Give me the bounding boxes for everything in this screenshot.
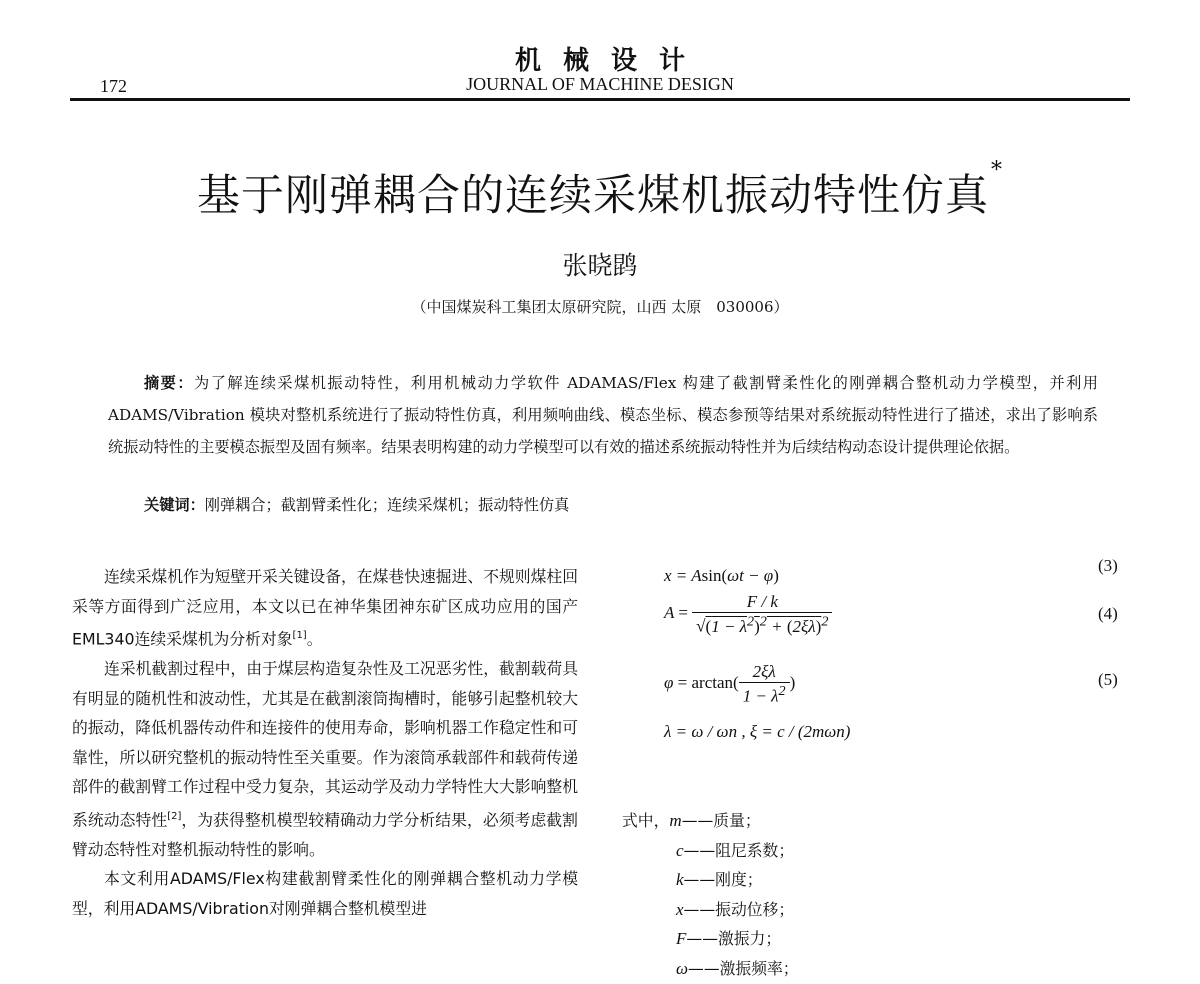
citation-ref: [1] (292, 630, 307, 642)
equation-5: φ = arctan( $\frac{2\xi\lambda}{1 - \lambda^2}$ ) (664, 662, 796, 706)
variable-list (622, 806, 799, 984)
variable-desc: ——激振力； (686, 929, 782, 949)
keywords-label: 关键词： (144, 496, 205, 514)
variable-desc: ——刚度； (683, 870, 763, 890)
page-number: 172 (100, 76, 127, 96)
title-footnote-mark: * (991, 158, 1003, 183)
variable-desc: ——质量； (681, 811, 761, 830)
article-title (0, 158, 1200, 223)
variable-desc: ——振动位移； (683, 899, 795, 919)
variable-symbol: x (676, 899, 684, 919)
equation-5-number: (5) (1098, 670, 1118, 689)
article-title-text: 基于刚弹耦合的连续采煤机振动特性仿真 (197, 171, 989, 221)
body-left-column (72, 562, 578, 924)
equation-3: x = Asin(ωt − φ) (664, 566, 779, 585)
keywords (144, 494, 569, 515)
citation-ref: [2] (167, 811, 182, 823)
p1-end: 。 (306, 629, 323, 649)
p1-text: 连续采煤机作为短壁开采关键设备，在煤巷快速掘进、不规则煤柱回采等方面得到广泛应用，本文以已在神华集团神东矿区成功应用的国产EML340连续采煤机为分析对象 (72, 567, 578, 649)
variable-desc: ——激振频率； (688, 958, 799, 978)
variables-intro: 式中， (622, 811, 670, 830)
variable-row (622, 865, 799, 895)
p3-text: 本文利用ADAMS/Flex构建截割臂柔性化的刚弹耦合整机动力学模型，利用ADAMS/Vibration对刚弹耦合整机模型进 (72, 869, 578, 919)
abstract-label: 摘要： (144, 374, 195, 392)
keywords-text: 刚弹耦合；截割臂柔性化；连续采煤机；振动特性仿真 (204, 496, 570, 514)
p2-text: 连采机截割过程中，由于煤层构造复杂性及工况恶劣性，截割载荷具有明显的随机性和波动性，尤其是在截割滚筒掏槽时，能够引起整机较大的振动，降低机器传动件和连接件的使用寿命，影响机器工作稳定性和可靠性，所以研究整机的振动特性至关重要。作为滚筒承载部件和载荷传递部件的截割臂工作过程中受力复杂，其运动学及动力学特性大大影响整机系统动态特性 (72, 659, 578, 830)
abstract-text: 为了解连续采煤机振动特性，利用机械动力学软件 ADAMAS/Flex 构建了截割臂柔性化的刚弹耦合整机动力学模型，并利用 ADAMS/Vibration 模块对整机系统进行了振动特性仿真，利用频响曲线、模态坐标、模态参预等结果对系统振动特性进行了描述，求出了影响系统振动特性的主要模态振型及固有频率。结果表明构建的动力学模型可以有效的描述系统振动特性并为后续结构动态设计提供理论依据。 (108, 374, 1098, 456)
variable-symbol: m (669, 811, 682, 830)
variable-row (622, 954, 799, 984)
variable-row (622, 895, 799, 925)
variable-desc: ——阻尼系数； (683, 840, 795, 860)
variable-row (622, 806, 799, 836)
variable-symbol: ω (676, 958, 689, 978)
equation-3-number: (3) (1098, 556, 1118, 575)
variable-row (622, 836, 799, 866)
variable-row (622, 924, 799, 954)
equation-4: A = $\frac{F / k}{√(1 - \lambda^2)^2 + (2\xi\lambda)^2}$ (664, 592, 832, 637)
affiliation: （中国煤炭科工集团太原研究院，山西 太原 030006） (411, 298, 789, 316)
variable-symbol: c (676, 840, 684, 860)
equation-4-number: (4) (1098, 604, 1118, 623)
p2-end: ，为获得整机模型较精确动力学分析结果，必须考虑截割臂动态特性对整机振动特性的影响。 (72, 810, 578, 859)
variable-symbol: F (676, 929, 687, 949)
journal-title-en: JOURNAL OF MACHINE DESIGN (466, 74, 734, 94)
journal-title-cn: 机械设计 (514, 46, 707, 76)
lambda-definition: λ = ω / ωn , ξ = c / (2mωn) (664, 722, 851, 741)
body-paragraph (72, 654, 578, 864)
variable-symbol: k (676, 870, 684, 890)
body-paragraph (72, 864, 578, 923)
author: 张晓鹍 (562, 251, 638, 280)
header-rule (70, 98, 1130, 101)
body-paragraph (72, 562, 578, 654)
abstract (108, 367, 1098, 463)
